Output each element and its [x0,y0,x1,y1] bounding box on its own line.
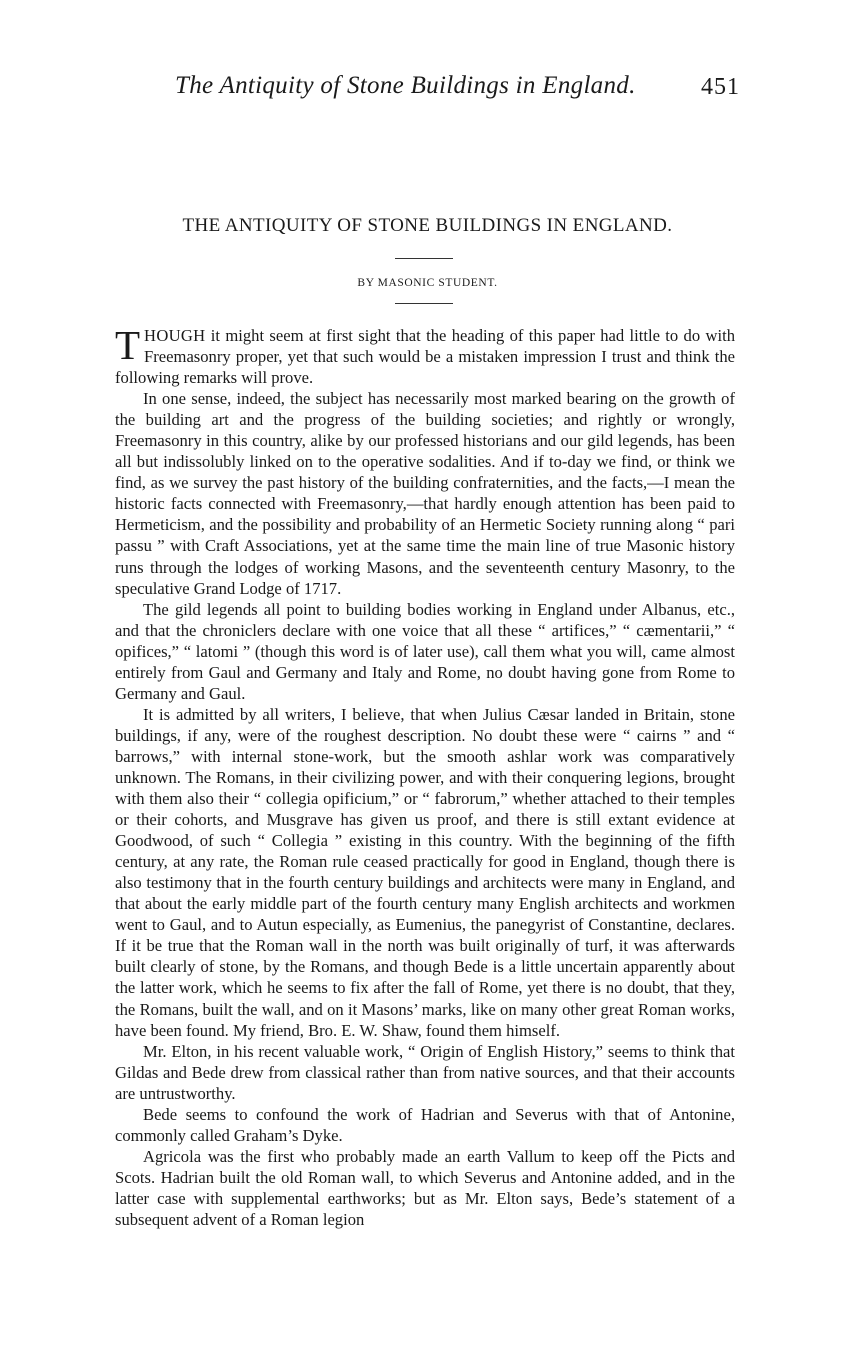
running-head [115,72,740,112]
paragraph: The gild legends all point to building bodies working in England under Albanus, etc., and that the chroniclers declare with one voice that all these “ artifices,” “ cæmentarii,” “ opifices,” “ latomi ” (though this word is of later use), call them what you will, came almost entirely from Gaul and Germany and Italy and Rome, no doubt having gone from Rome to Germany and Gaul. [115,599,735,703]
paragraph [115,322,735,388]
paragraph: Agricola was the first who probably made an earth Vallum to keep off the Picts and Scots. Hadrian built the old Roman wall, to which Severus and Antonine added, and in the latter case with supplemental earthworks; but as Mr. Elton says, Bede’s statement of a subsequent advent of a Roman legion [115,1146,735,1229]
article-title: THE ANTIQUITY OF STONE BUILDINGS IN ENGLAND. [182,215,673,236]
byline: BY MASONIC STUDENT. [357,277,498,289]
paragraph: Bede seems to confound the work of Hadrian and Severus with that of Antonine, commonly called Graham’s Dyke. [115,1104,735,1145]
paragraph: Mr. Elton, in his recent valuable work, “ Origin of English History,” seems to think that Gildas and Bede drew from classical rather than from native sources, and that their accounts are untrustworthy. [115,1041,735,1103]
paragraph-text: it might seem at first sight that the heading of this paper had little to do with Freemasonry proper, yet that such would be a mistaken impression I trust and think the following remarks will prove. [115,326,735,388]
drop-cap: T [115,322,141,368]
article-body [115,322,735,1230]
running-title: The Antiquity of Stone Buildings in England. [175,72,636,99]
paragraph: It is admitted by all writers, I believe, that when Julius Cæsar landed in Britain, stone buildings, if any, were of the roughest description. No doubt these were “ cairns ” and “ barrows,” with internal stone-work, but the smooth ashlar work was comparatively unknown. The Romans, in their civilizing power, and with their conquering legions, brought with them also their “ collegia opificium,” or “ fabrorum,” whether attached to their temples or their cohorts, and Musgrave has given us proof, and there is still extant evidence at Goodwood, of such “ Collegia ” existing in this country. With the beginning of the fifth century, at any rate, the Roman rule ceased practically for good in England, though there is also testimony that in the fourth century buildings and architects were many in England, and that about the early middle part of the fourth century many English architects and workmen went to Gaul, and to Autun especially, as Eumenius, the panegyrist of Constantine, declares. If it be true that the Roman wall in the north was built originally of turf, it was afterwards built clearly of stone, by the Romans, and though Bede is a little uncertain apparently about the latter work, which he seems to fix after the fall of Rome, yet there is no doubt, that they, the Romans, built the wall, and on it Masons’ marks, like on many other great Roman works, have been found. My friend, Bro. E. W. Shaw, found them himself. [115,704,735,1040]
byline-divider [395,303,453,304]
title-divider [395,258,453,259]
first-word: HOUGH [144,326,206,345]
page-number: 451 [701,74,740,100]
paragraph: In one sense, indeed, the subject has necessarily most marked bearing on the growth of the building art and the progress of the building societies; and rightly or wrongly, Freemasonry in this country, alike by our professed historians and our gild legends, has been all but indissolubly linked on to the operative sodalities. And if to-day we find, or think we find, as we survey the past history of the building confraternities, and the facts,—I mean the historic facts connected with Freemasonry,—that hardly enough attention has been paid to Hermeticism, and the possibility and probability of an Hermetic Society running along “ pari passu ” with Craft Associations, yet at the same time the main line of true Masonic history runs through the lodges of working Masons, and the seventeenth century Masonry, to the speculative Grand Lodge of 1717. [115,389,735,598]
